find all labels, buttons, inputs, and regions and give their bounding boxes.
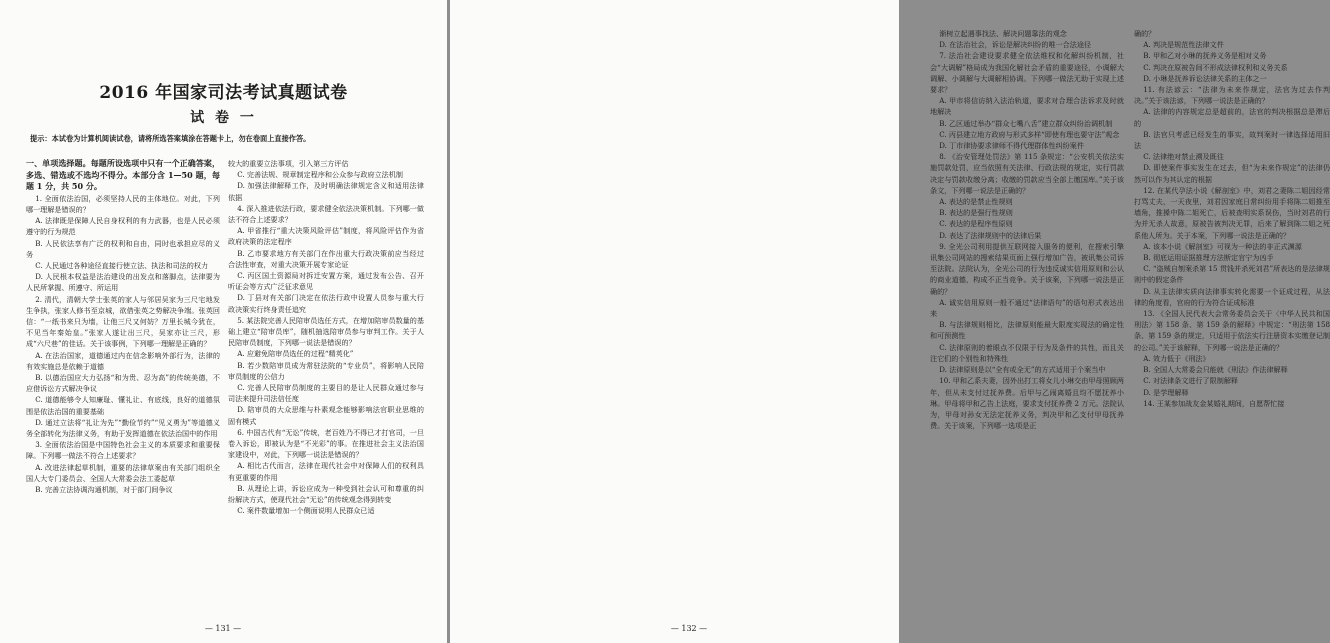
exam-paragraph: A. 应避免陪审员选任的过程“精英化” [237,349,354,359]
exam-paragraph: B. 法官只考虑已经发生的事实，故判案时一律选择适用旧法 [1134,129,1330,151]
exam-paragraph: A. 该本小说《解剖室》可视为一种法的非正式渊源 [1143,241,1302,251]
exam-paragraph: 8. 《治安管理处罚法》第 115 条规定：“公安机关依法实施罚款处罚，应当依照有关法律、行政法规的规定，实行罚款决定与罚款收缴分离；收缴的罚款应当全部上缴国库。”关于该条文，下列哪一说法是正确的？ [930,152,1124,195]
exam-paragraph: D. 法律原则是以“全有或全无”的方式适用于个案当中 [939,365,1106,375]
exam-paragraph: A. 改进法律起草机制，重要的法律草案由有关部门组织全国人大专门委员会、全国人大常委会法工委起草 [26,462,220,483]
exam-paragraph: B. 人民依法享有广泛的权利和自由，同时也承担应尽的义务 [26,238,220,259]
exam-paragraph: C. 丙区国土资源局对拆迁安置方案，通过发布公告、召开听证会等方式广泛征求意见 [228,271,424,292]
exam-paragraph: B. 彻底运用证据推理方法断定官宁为凶手 [1143,253,1274,263]
exam-paragraph: 较大的重要立法事项，引入第三方评估 [228,159,349,168]
exam-paragraph: 确的？ [1134,29,1156,38]
right-page [450,0,1330,643]
exam-paragraph: B. 以德治国应大力弘扬“和为贵、忍为高”的传统美德，不应借诉讼方式解决争议 [26,373,220,394]
exam-paragraph: 9. 全光公司利用提供互联网接入服务的便利，在搜索引擎讯集公司网站的搜索结果页面上强行增加广告，被讯集公司诉至法院。法院认为，全光公司的行为违反诚实信用原则和公认的商业道德，构成不正当竞争。关于该案，下列哪一说法是正确的？ [930,241,1124,296]
exam-paragraph: 11. 有法谚云：“法律为未来作规定，法官为过去作判决。”关于该法谚，下列哪一说法是正确的？ [1134,85,1330,106]
exam-paragraph: 一、单项选择题。每题所设选项中只有一个正确答案，多选、错选或不选均不得分。本部分含 1—50 题，每题 1 分，共 50 分。 [26,158,220,192]
page-number-right: — 132 — [670,624,708,633]
exam-paragraph: D. 加强法律解释工作，及时明确法律规定含义和适用法律依据 [228,181,424,202]
left-column-1 [26,158,220,623]
exam-paragraph: C. “盗贼自刎案杀第 15 贯钱并杀死刘君”所表达的是法律规则中的假定条件 [1134,264,1330,285]
exam-paragraph: B. 表达的是强行性规则 [939,208,1013,218]
exam-paragraph: 3. 全面依法治国是中国特色社会主义的本质要求和重要保障。下列哪一做法不符合上述要求？ [26,440,220,461]
exam-paragraph: C. 表达的是程序性原则 [939,219,1013,229]
exam-paragraph: C. 判决在原被告间不形成法律权利和义务关系 [1143,62,1288,72]
exam-paragraph: 7. 法治社会建设要求健全依法维权和化解纠纷机制，社会“大调解”格局成为我国化解社会矛盾的重要途径，小调解大调解、小调解与大调解相协调。下列哪一做法无助于实现上述要求？ [930,51,1124,95]
exam-paragraph: 1. 全面依法治国，必须坚持人民的主体地位。对此，下列哪一理解是错误的？ [26,193,220,214]
exam-paragraph: 6. 中国古代有“无讼”传统，老百姓乃不得已才打官司，一旦卷入诉讼，即被认为是“不光彩”的事。在推进社会主义法治国家建设中，对此，下列哪一说法是错误的？ [228,427,424,460]
exam-paragraph: 2. 清代，清朝大学士张英的家人与邻居吴家为三尺宅地发生争执，张家人修书至京城，欲借张英之势解决争端。张英回信：“一纸书来只为墙，让他三尺又何妨？万里长城今犹在，不见当年秦始皇。”张家人遂让出三尺，吴家亦让三尺，形成“六尺巷”的佳话。关于该事例，下列哪一理解是正确的？ [26,294,220,349]
exam-paragraph: A. 判决是规范性法律文件 [1143,40,1224,50]
exam-paragraph: A. 甲市将信访纳入法治轨道，要求对合理合法诉求及时就地解决 [930,96,1124,117]
exam-title: 2016 年国家司法考试真题试卷 [99,83,348,103]
exam-paragraph: B. 甲和乙对小琳的抚养义务是相对义务 [1143,51,1267,61]
exam-paragraph: C. 法律绝对禁止溯及既往 [1143,152,1224,162]
exam-paragraph: A. 在法治国家，道德通过内在信念影响外部行为，法律的有效实施总是依赖于道德 [26,350,220,371]
exam-subtitle: 试 卷 一 [190,110,257,126]
exam-paragraph: 12. 在某代孕法小说《解剖室》中，刘君之妻陈二姐因经常打骂丈夫，一天夜里，刘君因家庭日常纠纷用手将陈二姐推至墙角，推搡中陈二姐死亡，后被查明实系误伤，当时刘君的行为并无杀人故意，原被告被判决无罪，后来了解到陈二姐之死系他人所为。关于本案，下列哪一说法是正确的？ [1134,185,1330,240]
exam-paragraph: C. 丙县建立地方政府与形式多样“即使有理也要守法”观念 [939,129,1120,139]
exam-paragraph: A. 诚实信用原则一般不通过“法律语句”的语句形式表达出来 [930,297,1124,319]
exam-paragraph: 13. 《全国人民代表大会常务委员会关于〈中华人民共和国刑法〉第 158 条、第 159 条的解释》中规定：“刑法第 158 条、第 159 条的规定，只适用于依法实行注册资本实缴登记制的公司。”关于该解释，下列哪一说法是正确的？ [1134,309,1330,352]
exam-paragraph: D. 从主法律实质向法律事实转化需要一个证成过程，从法律的角度看，官府的行为符合证成标准 [1134,286,1330,307]
exam-hint: 提示：本试卷为计算机阅读试卷，请将所选答案填涂在答题卡上，勿在卷面上直接作答。 [30,134,311,143]
right-column-2 [1134,28,1330,623]
exam-paragraph: C. 完善人民陪审员制度的主要目的是让人民群众通过参与司法来提升司法信任度 [228,383,424,404]
exam-paragraph: B. 完善立法协调沟通机制，对于部门间争议 [35,485,173,495]
exam-paragraph: D. 小琳是抚养诉讼法律关系的主体之一 [1143,73,1267,83]
exam-paragraph: B. 若少数陪审员成为常驻法院的“专业员”，将影响人民陪审员制度的公信力 [228,360,424,381]
right-column-1 [930,28,1124,623]
exam-paragraph: C. 法律原则的着眼点不仅限于行为及条件的共性，而且关注它们的个别性和特殊性 [930,342,1124,363]
exam-paragraph: D. 通过立法将“礼让为先”“勤俭节约”“见义勇为”等道德义务全部转化为法律义务，有助于发挥道德在依法治国中的作用 [26,417,220,439]
exam-paragraph: A. 相比古代而言，法律在现代社会中对保障人们的权利具有更重要的作用 [228,461,424,482]
exam-paragraph: B. 从理论上讲，诉讼应成为一种受到社会认可和尊重的纠纷解决方式，使现代社会“无讼”的传统观念得到转变 [228,483,424,505]
exam-paragraph: D. 陪审员的大众思维与朴素观念能够影响法官职业思维的固有模式 [228,405,424,426]
exam-paragraph: B. 与法律规则相比，法律原则能最大限度实现法的确定性和可预测性 [930,320,1124,341]
exam-paragraph: B. 乙市要求地方有关部门在作出重大行政决策前应当经过合法性审查，对重大决策开展专家论证 [228,248,424,269]
exam-paragraph: 14. 王某参加战友金某婚礼期间，自愿帮忙接 [1143,398,1285,408]
exam-paragraph: A. 法律的内容规定总是超前的，法官的判决根据总是滞后的 [1134,107,1330,128]
exam-paragraph: D. 丁县对有关部门决定在依法行政中设置人员参与重大行政决策实行终身责任追究 [228,293,424,314]
exam-paragraph: 4. 深入推进依法行政，要求健全依法决策机制。下列哪一做法不符合上述要求？ [228,203,424,225]
exam-paragraph: 10. 甲和乙系夫妻，因外出打工将女儿小琳交由甲母照顾两年，但从未支付过抚养费。后甲与乙闹离婚且均不愿抚养小琳。甲母将甲和乙告上法庭，要求支付抚养费 2 万元。法院认为，甲母对孙女无法定抚养义务，判决甲和乙支付甲母抚养费。关于该案，下列哪一选项是正 [930,376,1124,431]
exam-paragraph: C. 人民通过各种途径直接行使立法、执法和司法的权力 [35,261,209,270]
exam-paragraph: C. 对法律条文进行了限制解释 [1143,376,1239,386]
exam-paragraph: A. 表达的是禁止性规则 [939,197,1013,207]
exam-paragraph: D. 即使案件事实发生在过去，但“为未来作规定”的法律仍然可以作为其认定的根据 [1134,163,1330,184]
exam-paragraph: 5. 某法院完善人民陪审员选任方式，在增加陪审员数量的基础上建立“陪审员库”，随机抽选陪审员参与审判工作。关于人民陪审员制度，下列哪一说法是错误的？ [228,315,424,348]
exam-paragraph: A. 甲省推行“重大决策风险评估”制度，将风险评估作为省政府决策的法定程序 [228,226,424,247]
exam-paragraph: C. 完善法规、规章制定程序和公众参与政府立法机制 [237,170,403,180]
exam-paragraph: D. 表达了法律规则中的法律后果 [939,230,1042,240]
exam-paragraph: D. 是学理解释 [1143,387,1189,397]
exam-paragraph: C. 案件数量增加一个侧面说明人民群众已适 [237,506,375,516]
page-number-left: — 131 — [204,624,242,633]
exam-paragraph: B. 乙区通过举办“群众七嘴八舌”建立群众纠纷治调机制 [939,118,1113,128]
left-column-2 [228,158,424,623]
exam-paragraph: D. 丁市律协要求律师不得代理群体性纠纷案件 [939,141,1084,151]
exam-paragraph: A. 法律既是保障人民自身权利的有力武器，也是人民必须遵守的行为规范 [26,216,220,237]
left-page [0,0,447,643]
exam-paragraph: 渐树立起遇事找法、解决问题靠法的观念 [939,29,1067,38]
exam-paragraph: D. 人民根本权益是法治建设的出发点和落脚点，法律要为人民所掌握、所遵守、所运用 [26,272,220,293]
exam-paragraph: D. 在法治社会，诉讼是解决纠纷的唯一合法途径 [939,40,1092,50]
exam-paragraph: A. 效力低于《刑法》 [1143,353,1210,363]
exam-paragraph: B. 全国人大常委会只能就《刑法》作法律解释 [1143,365,1288,375]
exam-paragraph: C. 道德能够令人知廉耻、懂礼让、有底线，良好的道德氛围是依法治国的重要基础 [26,395,220,416]
